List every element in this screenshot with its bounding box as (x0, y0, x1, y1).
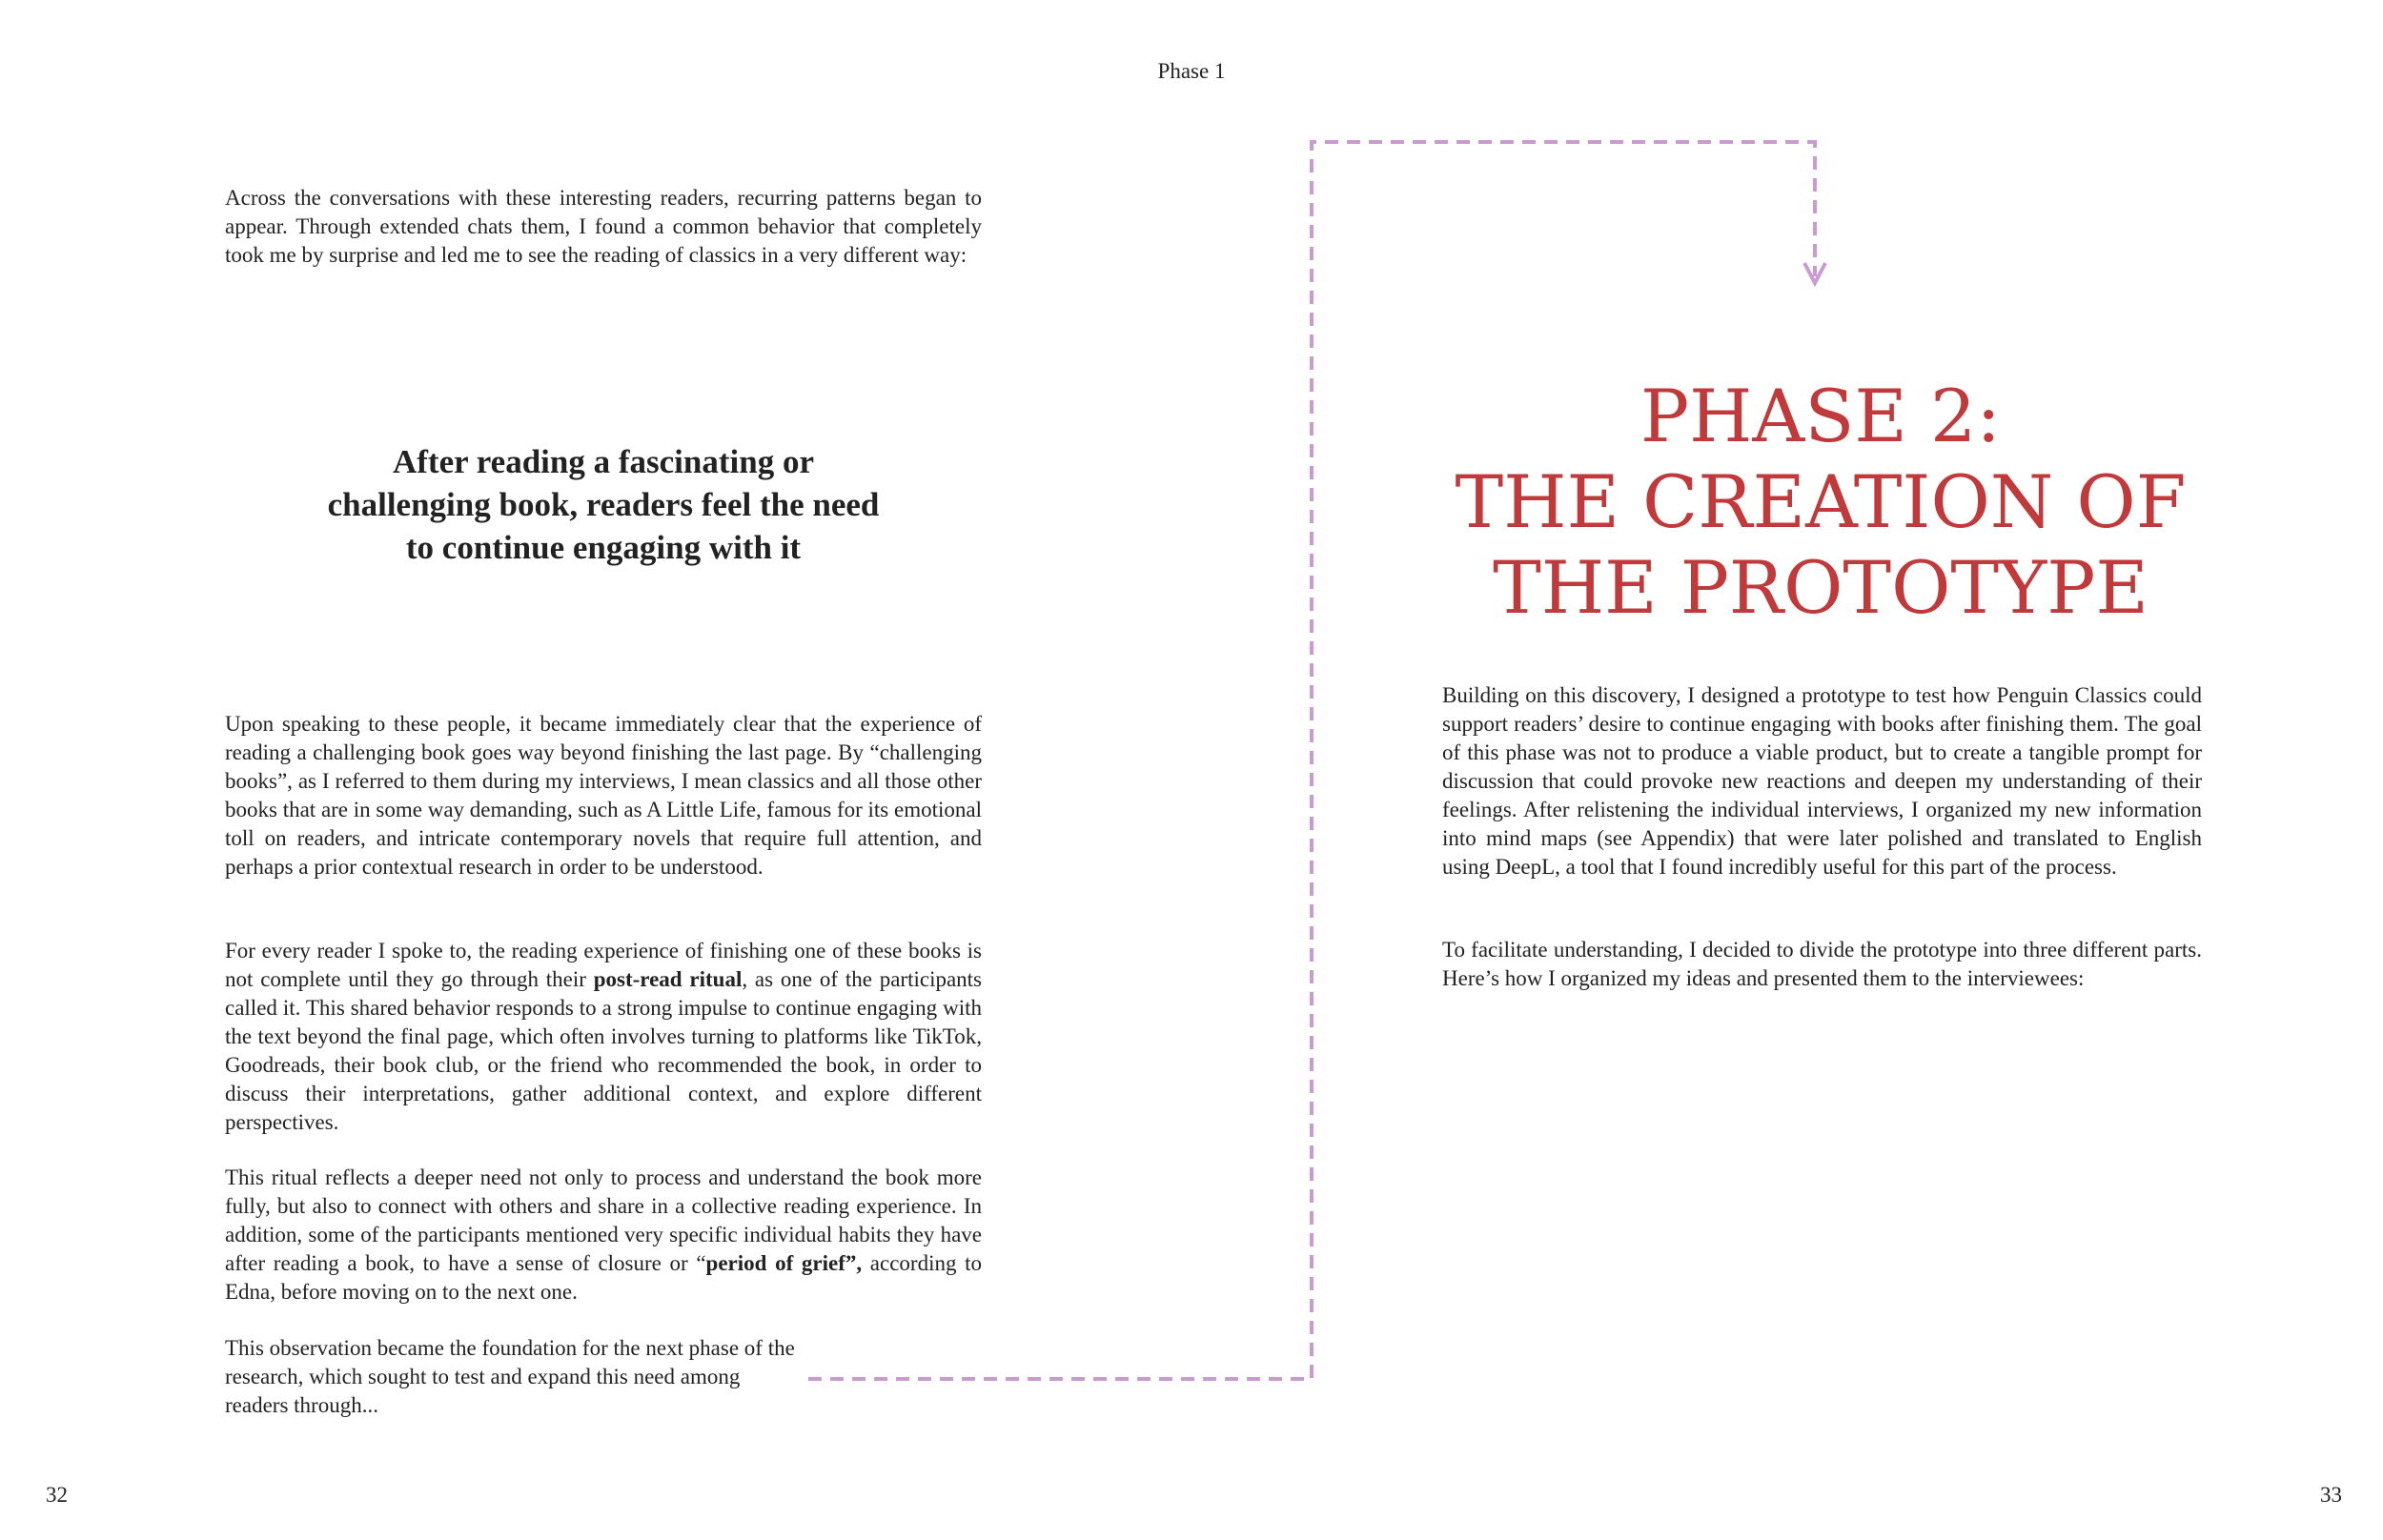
title-line: THE CREATION OF (1455, 459, 2187, 544)
running-header: Phase 1 (1157, 59, 1226, 83)
intro-paragraph: Across the conversations with these interesting readers, recurring patterns began to appear. Through extended chats them, I found a common behavior that completely took me by surprise and led me to see the reading of classics in a very different way: (225, 186, 982, 267)
title-line: PHASE 2: (1640, 374, 2001, 458)
title-line: THE PROTOTYPE (1493, 545, 2149, 630)
body-paragraph-2: For every reader I spoke to, the reading experience of finishing one of these books is not complete until they go through their post-read ritual, as one of the participants called it. This shared behavior responds to a strong impulse to continue engaging with the text beyond the final page, which often involves turning to platforms like TikTok, Goodreads, their book club, or the friend who recommended the book, in order to discuss their interpretations, gather additional context, and explore different perspectives. (225, 939, 983, 1134)
right-paragraph-1: Building on this discovery, I designed a prototype to test how Penguin Classics could support readers’ desire to continue engaging with books after finishing them. The goal of this phase was not to produce a viable product, but to create a tangible prompt for discussion that could provoke new reactions and deepen my understanding of their feelings. After relistening the individual interviews, I organized my new information into mind maps (see Appendix) that were later polished and translated to English using DeepL, a tool that I found incredibly useful for this part of the process. (1442, 683, 2202, 879)
emphasis-post-read-ritual: post-read ritual (593, 967, 743, 991)
page-number-right: 33 (2320, 1483, 2342, 1507)
page-number-left: 32 (46, 1483, 68, 1507)
body-paragraph-4: This observation became the foundation for the next phase of the research, which sought to test and expand this need among readers through... (225, 1336, 795, 1417)
body-paragraph-1: Upon speaking to these people, it became immediately clear that the experience of reading a challenging book goes way beyond finishing the last page. By “challenging books”, as I referred to them during my interviews, I mean classics and all those other books that are in some way demanding, such as A Little Life, famous for its emotional toll on readers, and intricate contemporary novels that require full attention, and perhaps a prior contextual research in order to be understood. (225, 712, 982, 879)
pull-quote-line: to continue engaging with it (405, 529, 802, 566)
section-title (1344, 374, 2297, 631)
emphasis-period-of-grief: period of grief”, (705, 1251, 863, 1275)
right-paragraph-2: To facilitate understanding, I decided to divide the prototype into three different parts. Here’s how I organized my ideas and presented them to the interviewees: (1442, 938, 2202, 990)
pull-quote-line: After reading a fascinating or (393, 443, 814, 480)
pull-quote-line: challenging book, readers feel the need (327, 486, 880, 523)
body-paragraph-3: This ritual reflects a deeper need not only to process and understand the book more fully, but also to connect with others and share in a collective reading experience. In addition, some of the participants mentioned very specific individual habits they have after reading a book, to have a sense of closure or “period of grief”, according to Edna, before moving on to the next one. (225, 1165, 983, 1304)
